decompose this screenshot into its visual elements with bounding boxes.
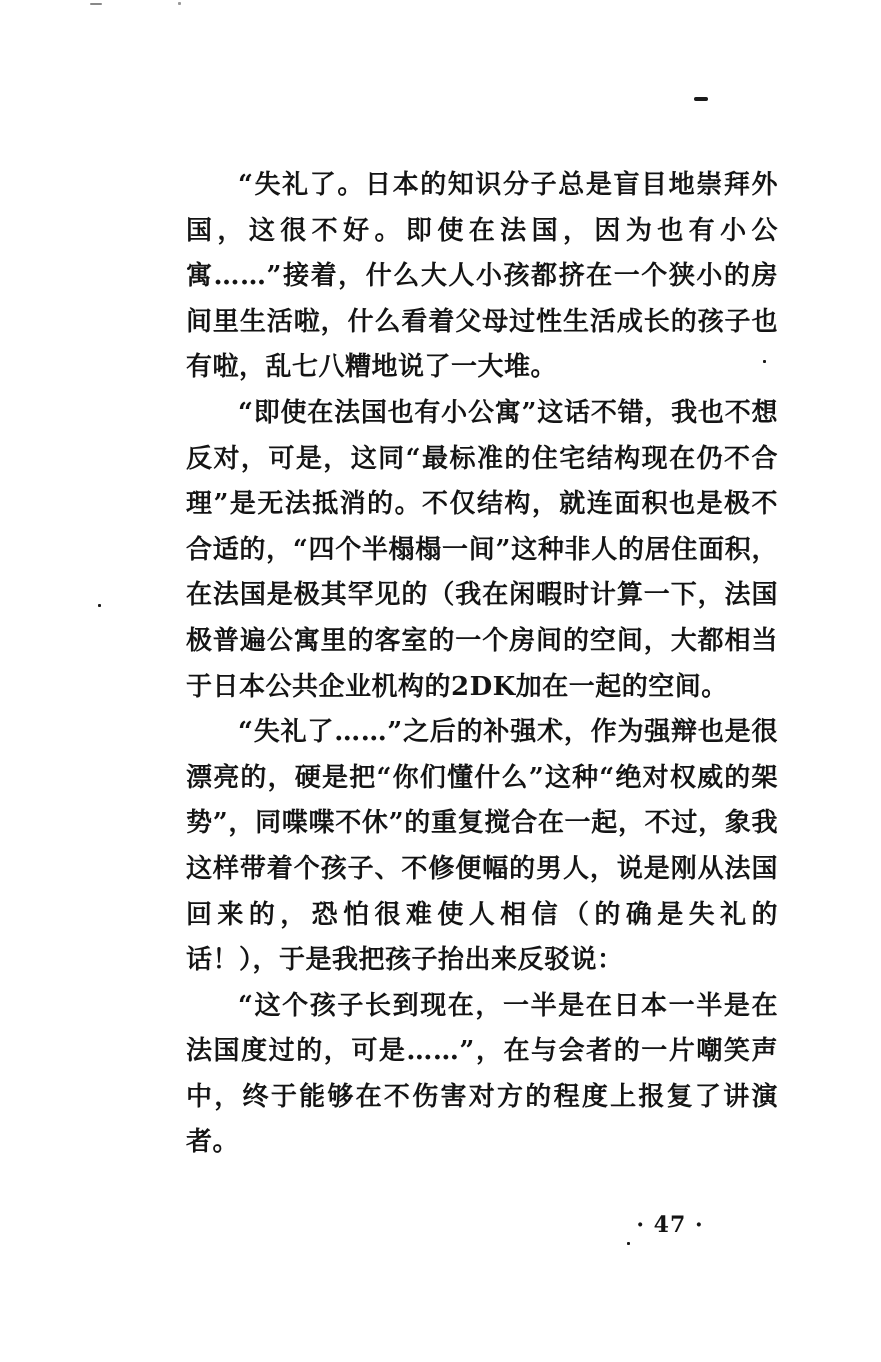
paragraph: “失礼了。日本的知识分子总是盲目地崇拜外国，这很不好。即使在法国，因为也有小公寓……”接着，什么大人小孩都挤在一个狭小的房间里生活啦，什么看着父母过性生活成长的孩子也有啦，乱七八糟地说了一大堆。 bbox=[186, 170, 778, 383]
scan-speck bbox=[98, 604, 101, 607]
page-number: · 47 · bbox=[636, 1212, 704, 1238]
body-text bbox=[186, 163, 778, 1166]
scan-speck bbox=[178, 2, 181, 5]
paragraph: “失礼了……”之后的补强术，作为强辩也是很漂亮的，硬是把“你们懂什么”这种“绝对权威的架势”，同喋喋不休”的重复搅合在一起，不过，象我这样带着个孩子、不修便幅的男人，说是刚从法国回来的，恐怕很难使人相信（的确是失礼的话！），于是我把孩子抬出来反驳说： bbox=[186, 717, 778, 976]
paragraph: “即使在法国也有小公寓”这话不错，我也不想反对，可是，这同“最标准的住宅结构现在仍不合理”是无法抵消的。不仅结构，就连面积也是极不合适的，“四个半榻榻一间”这种非人的居住面积，在法国是极其罕见的（我在闲暇时计算一下，法国极普遍公寓里的客室的一个房间的空间，大都相当于日本公共企业机构的2DK加在一起的空间。 bbox=[186, 397, 778, 702]
scan-speck bbox=[90, 3, 102, 5]
paragraph: “这个孩子长到现在，一半是在日本一半是在法国度过的，可是……”，在与会者的一片嘲笑声中，终于能够在不伤害对方的程度上报复了讲演者。 bbox=[186, 990, 778, 1158]
scan-speck bbox=[627, 1242, 630, 1245]
scan-speck bbox=[694, 97, 708, 101]
